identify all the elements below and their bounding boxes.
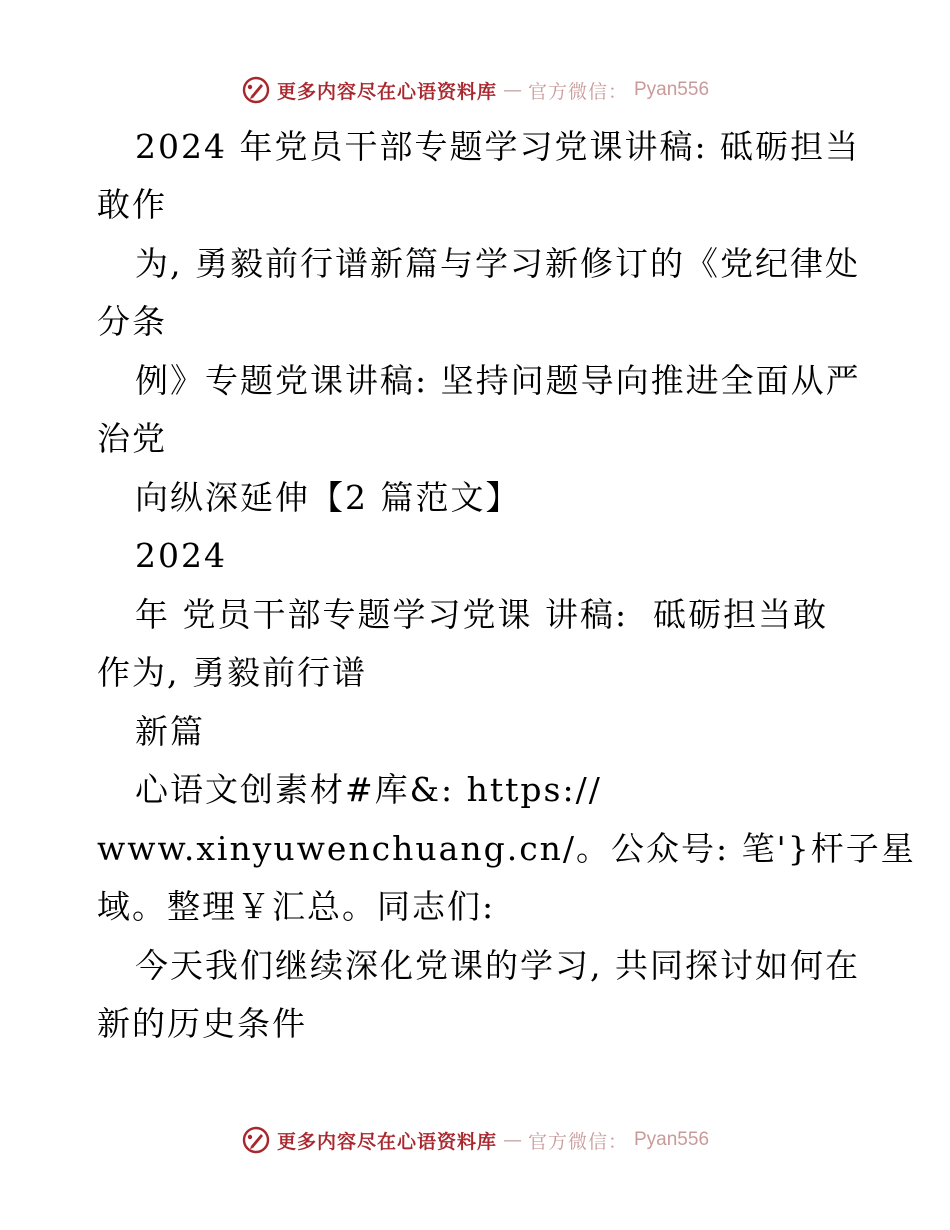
body-line: 域。整理￥汇总。同志们:: [97, 887, 496, 926]
banner-wechat-label: 官方微信：: [527, 1130, 628, 1153]
body-line: 年 党员干部专题学习党课 讲稿: 砥砺担当敢: [135, 595, 829, 634]
banner-wechat-id: Pyan556: [634, 1129, 710, 1150]
banner-main-text: 更多内容尽在心语资料库: [276, 80, 497, 103]
body-line: 2024: [135, 536, 227, 575]
body-line: 向纵深延伸【2 篇范文】: [135, 478, 521, 517]
banner-dash: —: [502, 1129, 522, 1151]
body-line: 作为, 勇毅前行谱: [97, 653, 367, 692]
body-line: 心语文创素材#库&: https://: [135, 770, 602, 809]
banner-main-text: 更多内容尽在心语资料库: [276, 1130, 497, 1153]
body-line: 治党: [97, 419, 167, 458]
body-line: 新的历史条件: [97, 1004, 307, 1043]
body-line: www.xinyuwenchuang.cn/。公众号: 笔'}杆子星: [97, 829, 916, 868]
pen-logo-icon: [241, 75, 271, 105]
body-line: 为, 勇毅前行谱新篇与学习新修订的《党纪律处: [135, 244, 860, 283]
body-line: 敢作: [97, 185, 167, 224]
banner-dash: —: [502, 79, 522, 101]
body-line: 例》专题党课讲稿: 坚持问题导向推进全面从严: [135, 361, 861, 400]
pen-logo-icon: [241, 1125, 271, 1155]
footer-banner: [0, 1120, 950, 1160]
body-line: 今天我们继续深化党课的学习, 共同探讨如何在: [135, 946, 860, 985]
header-banner: [0, 70, 950, 110]
body-line: 新篇: [135, 712, 205, 751]
banner-wechat-label: 官方微信：: [527, 80, 628, 103]
body-line: 分条: [97, 302, 167, 341]
body-line: 2024 年党员干部专题学习党课讲稿: 砥砺担当: [135, 127, 861, 166]
banner-wechat-id: Pyan556: [634, 79, 710, 100]
